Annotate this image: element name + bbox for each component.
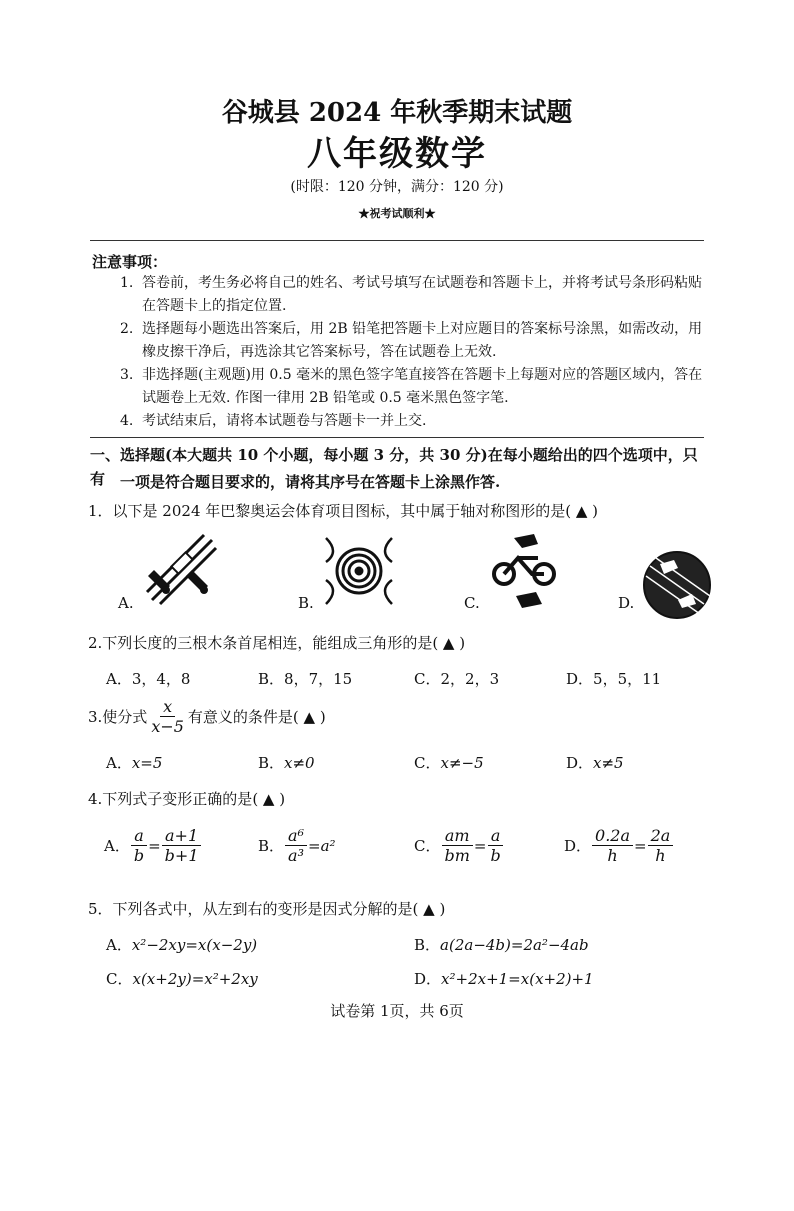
numerator: a+1 xyxy=(162,826,201,846)
option-label: D． xyxy=(566,754,594,772)
option-label: B． xyxy=(414,936,441,954)
divider xyxy=(90,240,704,241)
option-d: D．5，5，11 xyxy=(566,670,662,688)
numerator: a xyxy=(488,826,504,846)
option-b xyxy=(258,752,315,773)
notice-item xyxy=(120,318,710,364)
option-expr: x²−2xy=x(x−2y) xyxy=(131,936,258,954)
notice-item xyxy=(120,364,710,410)
fraction xyxy=(285,826,307,865)
option-d xyxy=(414,968,594,989)
section-heading-cont: 一项是符合题目要求的，请将其序号在答题卡上涂黑作答. xyxy=(120,473,501,491)
notice-item-text: 答卷前，考生务必将自己的姓名、考试号填写在试题卷和答题卡上，并将考试号条形码粘贴在答题卡上的指定位置. xyxy=(142,275,702,314)
denominator: a³ xyxy=(288,846,304,865)
denominator: h xyxy=(655,846,666,865)
archery-icon xyxy=(320,532,398,610)
notice-item-number: 1. xyxy=(120,275,134,291)
fraction xyxy=(131,826,147,865)
notice-item-number: 2. xyxy=(120,321,134,337)
good-luck-note: ★祝考试顺利★ xyxy=(358,207,436,220)
question-3-stem xyxy=(88,697,326,736)
option-label: C． xyxy=(414,754,441,772)
option-expr: x=5 xyxy=(131,754,163,772)
denominator: b+1 xyxy=(164,846,199,865)
option-expr: x≠5 xyxy=(593,754,624,772)
equals-sign: = xyxy=(634,836,647,855)
question-4-stem: 4.下列式子变形正确的是( ▲ ) xyxy=(88,790,286,808)
option-label: D． xyxy=(564,837,592,855)
notice-heading: 注意事项： xyxy=(92,253,168,271)
fraction xyxy=(148,697,187,736)
denominator: h xyxy=(607,846,618,865)
numerator: 2a xyxy=(648,826,674,846)
option-expr: x≠0 xyxy=(284,754,315,772)
question-2-stem: 2.下列长度的三根木条首尾相连，能组成三角形的是( ▲ ) xyxy=(88,634,466,652)
option-a xyxy=(106,934,257,955)
fraction xyxy=(648,826,674,865)
option-label: C． xyxy=(414,837,441,855)
option-label: C. xyxy=(464,594,480,612)
climbing-icon xyxy=(638,546,716,624)
option-b xyxy=(258,826,336,865)
option-c xyxy=(414,752,484,773)
denominator: b xyxy=(133,846,145,865)
numerator: a⁶ xyxy=(285,826,307,846)
equals-sign: = xyxy=(148,836,161,855)
fraction xyxy=(162,826,202,865)
option-label: B. xyxy=(298,594,314,612)
stem-text: 有意义的条件是( ▲ ) xyxy=(187,708,326,726)
fraction xyxy=(592,826,633,865)
option-label: A． xyxy=(106,936,132,954)
option-expr: x²+2x+1=x(x+2)+1 xyxy=(441,970,594,988)
notice-item-text: 选择题每小题选出答案后，用 2B 铅笔把答题卡上对应题目的答案标号涂黑，如需改动，用橡皮擦干净后，再选涂其它答案标号，答在试题卷上无效. xyxy=(142,321,703,360)
badminton-icon xyxy=(142,530,222,610)
denominator: bm xyxy=(444,846,470,865)
notice-item xyxy=(120,410,710,433)
option-label: A． xyxy=(104,837,130,855)
notice-item xyxy=(120,272,710,318)
notice-item-number: 4. xyxy=(120,413,134,429)
stem-text: 3.使分式 xyxy=(88,708,148,726)
option-expr: a(2a−4b)=2a²−4ab xyxy=(440,936,589,954)
denominator: b xyxy=(490,846,501,865)
option-label: B． xyxy=(258,754,285,772)
equals-sign: = xyxy=(307,836,321,855)
section-heading: 一、选择题(本大题共 10 个小题，每小题 3 分，共 30 分)在每小题给出的四个选项中，只有 xyxy=(90,446,698,488)
option-a xyxy=(106,752,162,773)
option-label: A． xyxy=(106,754,132,772)
option-c xyxy=(106,968,258,989)
page-footer: 试卷第 1页，共 6页 xyxy=(330,1002,464,1020)
fraction xyxy=(441,826,472,865)
numerator: a xyxy=(131,826,147,846)
option-expr: x(x+2y)=x²+2xy xyxy=(132,970,258,988)
question-5-stem: 5．下列各式中，从左到右的变形是因式分解的是( ▲ ) xyxy=(88,900,446,918)
fraction xyxy=(487,826,503,865)
option-b xyxy=(414,934,589,955)
option-a xyxy=(104,826,203,865)
denominator: x−5 xyxy=(151,717,184,736)
equals-sign: = xyxy=(473,836,487,855)
option-label: B． xyxy=(258,837,285,855)
time-limit-info: (时限：120 分钟，满分：120 分) xyxy=(290,179,504,195)
option-label: A. xyxy=(118,594,134,612)
notice-item-text: 考试结束后，请将本试题卷与答题卡一并上交. xyxy=(142,413,427,429)
divider xyxy=(90,437,704,438)
notice-item-text: 非选择题(主观题)用 0.5 毫米的黑色签字笔直接答在答题卡上每题对应的答题区域内，答在试题卷上无效. 作图一律用 2B 铅笔或 0.5 毫米黑色签字笔. xyxy=(142,367,703,406)
option-b: B．8，7，15 xyxy=(258,670,353,688)
numerator: am xyxy=(442,826,473,846)
question-1-stem: 1．以下是 2024 年巴黎奥运会体育项目图标，其中属于轴对称图形的是( ▲ ) xyxy=(88,502,599,520)
option-d xyxy=(564,826,674,865)
option-d xyxy=(566,752,624,773)
rhs-expr: a² xyxy=(320,836,336,855)
option-label: D． xyxy=(414,970,442,988)
option-a: A．3，4，8 xyxy=(106,670,191,688)
exam-title: 谷城县 2024 年秋季期末试题 xyxy=(221,98,573,128)
numerator: x xyxy=(160,697,175,717)
option-label: C． xyxy=(106,970,133,988)
option-c: C．2，2，3 xyxy=(414,670,500,688)
subject-title: 八年级数学 xyxy=(307,134,487,174)
option-expr: x≠−5 xyxy=(440,754,484,772)
option-label: D. xyxy=(618,594,635,612)
option-c xyxy=(414,826,505,865)
notice-item-number: 3. xyxy=(120,367,134,383)
cycling-icon xyxy=(486,532,564,610)
numerator: 0.2a xyxy=(592,826,633,846)
